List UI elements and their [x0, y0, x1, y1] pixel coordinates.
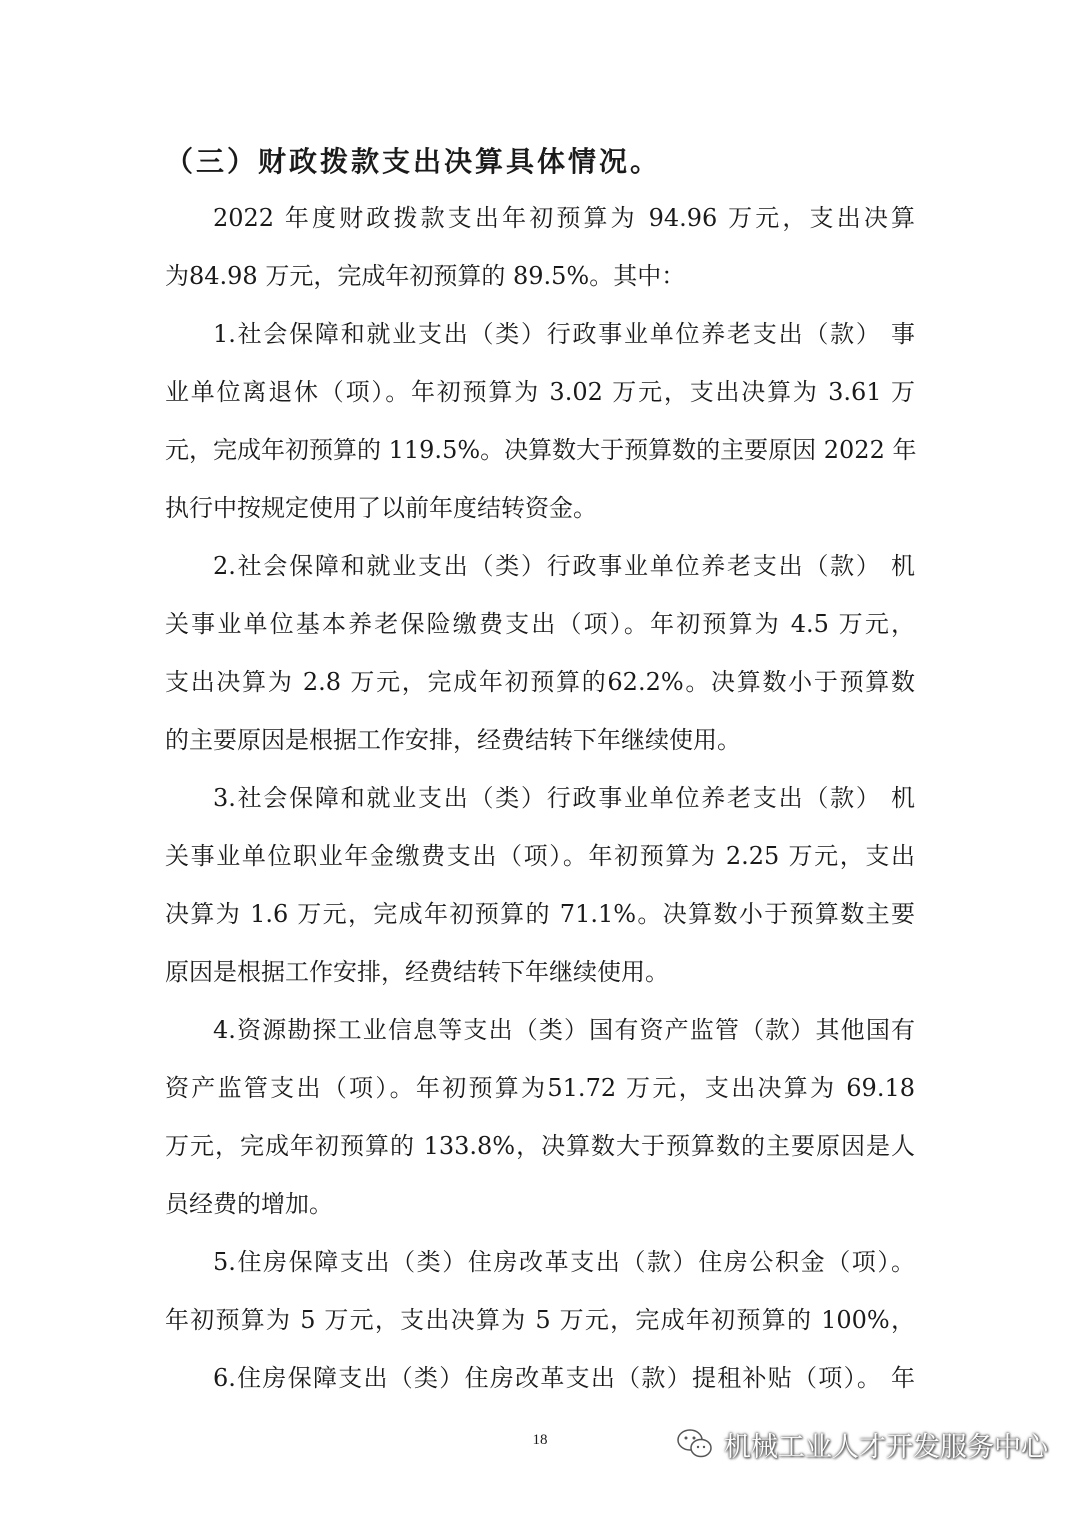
wechat-icon	[676, 1427, 714, 1461]
paragraph-line: 5.住房保障支出（类）住房改革支出（款）住房公积金（项）。	[213, 1248, 915, 1276]
page-number: 18	[532, 1432, 548, 1448]
paragraph-line: 业单位离退休（项）。年初预算为 3.02 万元，支出决算为 3.61 万	[165, 378, 915, 406]
paragraph-line: 6.住房保障支出（类）住房改革支出（款）提租补贴（项）。 年	[213, 1364, 915, 1392]
paragraph-line: 元，完成年初预算的 119.5%。决算数大于预算数的主要原因 2022 年	[165, 436, 917, 464]
paragraph-line: 2022 年度财政拨款支出年初预算为 94.96 万元，支出决算	[213, 204, 915, 232]
paragraph-line: 3.社会保障和就业支出（类）行政事业单位养老支出（款） 机	[213, 784, 915, 812]
paragraph-line: 支出决算为 2.8 万元，完成年初预算的62.2%。决算数小于预算数	[165, 668, 915, 696]
section-heading: （三）财政拨款支出决算具体情况。	[165, 145, 662, 178]
paragraph-line: 决算为 1.6 万元，完成年初预算的 71.1%。决算数小于预算数主要	[165, 900, 915, 928]
paragraph-line: 关事业单位基本养老保险缴费支出（项）。年初预算为 4.5 万元，	[165, 610, 915, 638]
paragraph-line: 万元，完成年初预算的 133.8%，决算数大于预算数的主要原因是人	[165, 1132, 915, 1160]
watermark	[676, 1418, 1048, 1470]
paragraph-line: 执行中按规定使用了以前年度结转资金。	[165, 494, 597, 522]
paragraph-line: 2.社会保障和就业支出（类）行政事业单位养老支出（款） 机	[213, 552, 915, 580]
watermark-text: 机械工业人才开发服务中心	[724, 1431, 1048, 1463]
paragraph-line: 4.资源勘探工业信息等支出（类）国有资产监管（款）其他国有	[213, 1016, 915, 1044]
paragraph-line: 原因是根据工作安排，经费结转下年继续使用。	[165, 958, 669, 986]
paragraph-line: 年初预算为 5 万元，支出决算为 5 万元，完成年初预算的 100%，	[165, 1306, 915, 1334]
paragraph-line: 1.社会保障和就业支出（类）行政事业单位养老支出（款） 事	[213, 320, 915, 348]
paragraph-line: 的主要原因是根据工作安排，经费结转下年继续使用。	[165, 726, 741, 754]
paragraph-line: 关事业单位职业年金缴费支出（项）。年初预算为 2.25 万元，支出	[165, 842, 915, 870]
paragraph-line: 为84.98 万元，完成年初预算的 89.5%。其中：	[165, 262, 686, 290]
paragraph-line: 资产监管支出（项）。年初预算为51.72 万元，支出决算为 69.18	[165, 1074, 915, 1102]
paragraph-line: 员经费的增加。	[165, 1190, 333, 1218]
